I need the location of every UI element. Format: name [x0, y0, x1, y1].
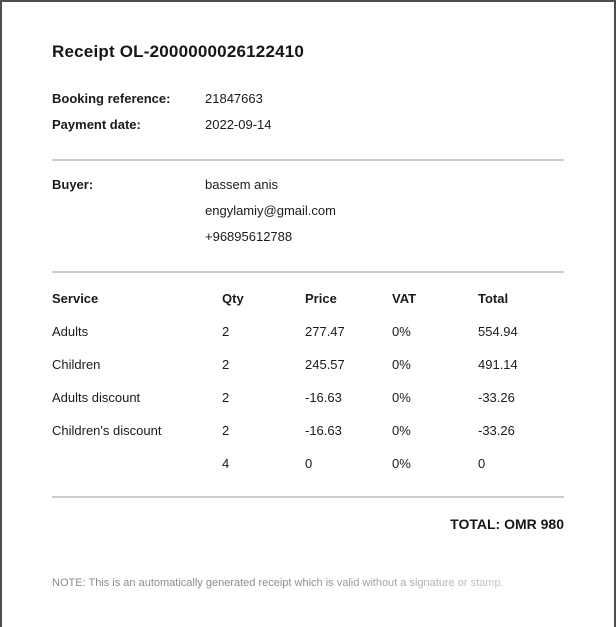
payment-date-row: [52, 112, 564, 138]
cell-qty: 2: [222, 390, 230, 405]
cell-price: 245.57: [305, 357, 345, 372]
cell-vat: 0%: [392, 357, 411, 372]
buyer-section: [52, 172, 564, 250]
services-table: [52, 282, 564, 480]
table-row: [52, 315, 564, 348]
divider-top: [52, 159, 564, 161]
header-total: Total: [478, 291, 509, 306]
cell-qty: 2: [222, 357, 230, 372]
booking-reference-value: 21847663: [205, 91, 263, 106]
cell-total: -33.26: [478, 390, 515, 405]
buyer-name: bassem anis: [205, 177, 278, 192]
cell-service: Children: [52, 357, 101, 372]
footer-note: NOTE: This is an automatically generated receipt which is valid without a signature or stamp.: [52, 577, 504, 589]
cell-vat: 0%: [392, 423, 411, 438]
table-row: [52, 348, 564, 381]
cell-qty: 2: [222, 324, 230, 339]
divider-middle: [52, 271, 564, 273]
cell-price: -16.63: [305, 423, 342, 438]
table-row: [52, 381, 564, 414]
cell-total: 554.94: [478, 324, 518, 339]
page-title: Receipt OL-2000000026122410: [52, 42, 305, 61]
cell-service: Children's discount: [52, 423, 162, 438]
grand-total: TOTAL: OMR 980: [450, 516, 564, 532]
header-service: Service: [52, 291, 99, 306]
cell-total: -33.26: [478, 423, 515, 438]
cell-qty: 4: [222, 456, 230, 471]
cell-service: Adults: [52, 324, 89, 339]
cell-vat: 0%: [392, 390, 411, 405]
cell-price: 0: [305, 456, 313, 471]
cell-vat: 0%: [392, 324, 411, 339]
table-header-row: [52, 282, 564, 315]
header-price: Price: [305, 291, 337, 306]
booking-reference-row: [52, 86, 564, 112]
cell-total: 0: [478, 456, 486, 471]
cell-price: -16.63: [305, 390, 342, 405]
cell-qty: 2: [222, 423, 230, 438]
cell-price: 277.47: [305, 324, 345, 339]
booking-reference-label: Booking reference:: [52, 91, 171, 106]
buyer-phone: +96895612788: [205, 229, 293, 244]
buyer-label: Buyer:: [52, 177, 94, 192]
cell-service: Adults discount: [52, 390, 141, 405]
divider-bottom: [52, 496, 564, 498]
table-row: [52, 414, 564, 447]
header-qty: Qty: [222, 291, 244, 306]
table-totals-row: [52, 447, 564, 480]
booking-info-section: [52, 86, 564, 138]
payment-date-value: 2022-09-14: [205, 117, 272, 132]
header-vat: VAT: [392, 291, 417, 306]
buyer-details: [205, 172, 336, 250]
buyer-email: engylamiy@gmail.com: [205, 203, 336, 218]
cell-vat: 0%: [392, 456, 411, 471]
cell-total: 491.14: [478, 357, 518, 372]
payment-date-label: Payment date:: [52, 117, 141, 132]
